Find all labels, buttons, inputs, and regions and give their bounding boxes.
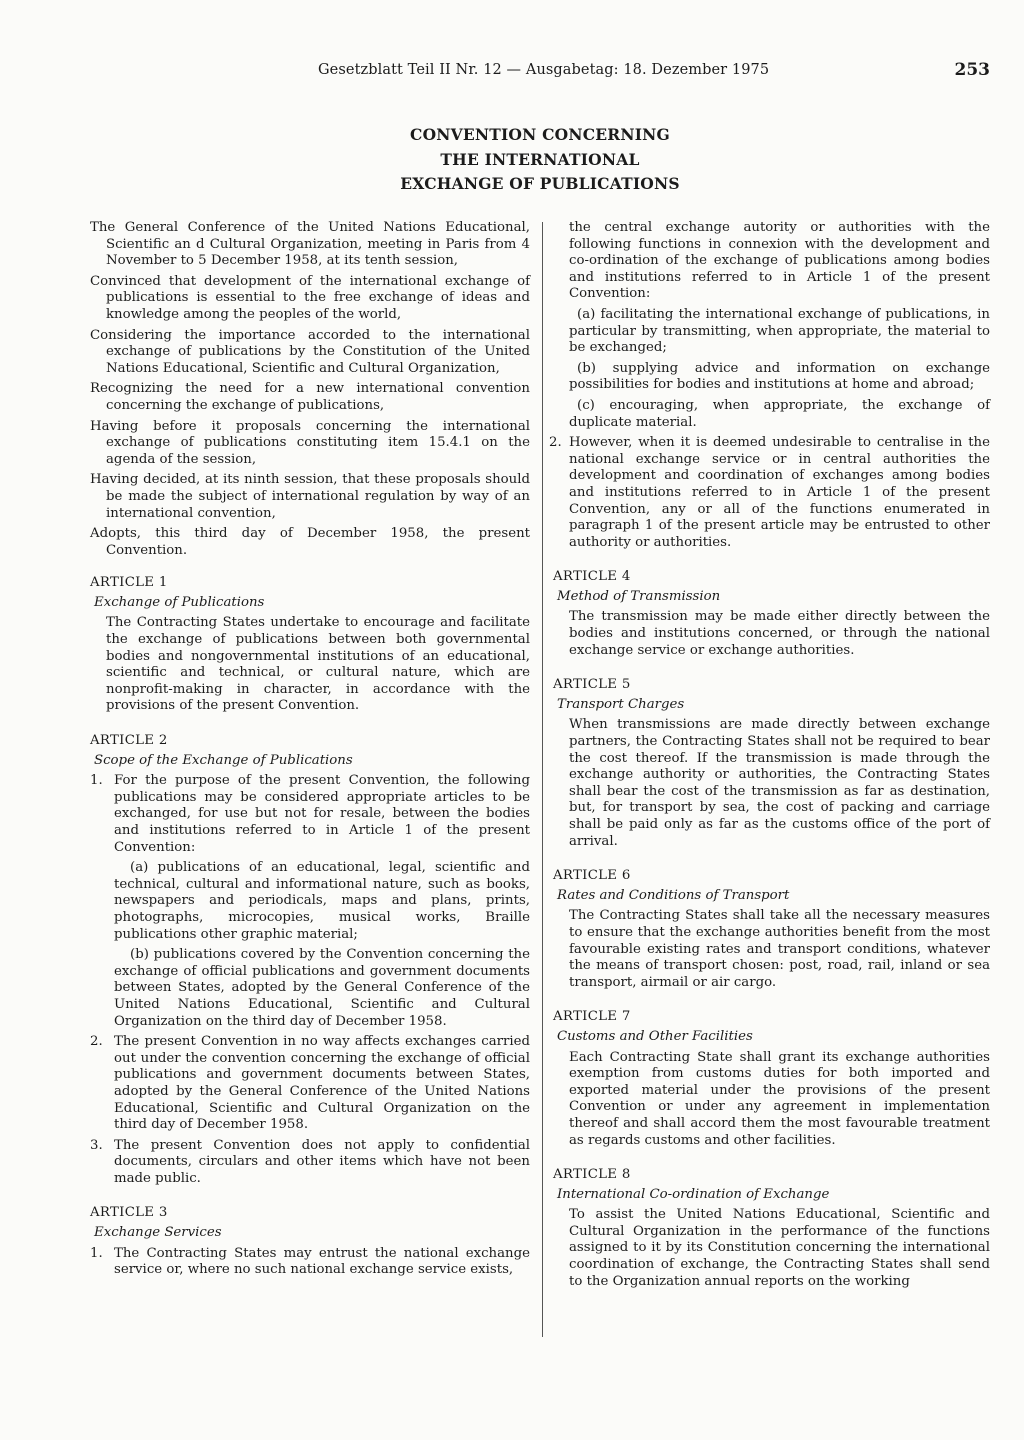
preamble-paragraph: Convinced that development of the international exchange of publications is essential to the free exchange of ideas and knowledge among the peoples of the world, bbox=[90, 273, 530, 322]
title-line-3: EXCHANGE OF PUBLICATIONS bbox=[400, 174, 680, 193]
page-header bbox=[0, 58, 1024, 88]
preamble-paragraph: Having before it proposals concerning the international exchange of publications constituting item 15.4.1 on the agenda of the session, bbox=[90, 418, 530, 467]
subparagraph-b: (b) publications covered by the Convention concerning the exchange of official publications and government documents between States, adopted by the General Conference of the United Nations Educational, Scientific and Cultural Organization on the third day of December 1958. bbox=[114, 947, 530, 1029]
article-2-heading: ARTICLE 2 bbox=[90, 733, 168, 749]
preamble-paragraph: Adopts, this third day of December 1958, the present Convention. bbox=[90, 526, 530, 558]
article-4-text: The transmission may be made either directly between the bodies and institutions concerned, or through the national exchange service or exchange authorities. bbox=[569, 609, 990, 658]
article-2-paragraph-2 bbox=[90, 1034, 530, 1134]
running-header: Gesetzblatt Teil II Nr. 12 — Ausgabetag: 18. Dezember 1975 bbox=[318, 62, 770, 78]
right-column bbox=[549, 220, 990, 1290]
article-8-title: International Co-ordination of Exchange bbox=[557, 1186, 830, 1202]
article-2-title: Scope of the Exchange of Publications bbox=[94, 752, 353, 768]
article-7-heading: ARTICLE 7 bbox=[553, 1009, 631, 1025]
article-3-title: Exchange Services bbox=[94, 1225, 222, 1241]
article-4-heading: ARTICLE 4 bbox=[553, 569, 631, 585]
subparagraph-b: (b) supplying advice and information on exchange possibilities for bodies and institutions at home and abroad; bbox=[569, 360, 990, 393]
article-3-paragraph-2 bbox=[549, 435, 990, 551]
subparagraph-a: (a) publications of an educational, legal, scientific and technical, cultural and informational nature, such as books, newspapers and periodicals, maps and plans, prints, photographs, microcopies, musical works, Braille publications other graphic material; bbox=[114, 860, 530, 942]
article-3-paragraph-1-continued: the central exchange autority or authorities with the following functions in connexion with the development and co-ordination of the exchange of publications among bodies and institutions referred to in Article 1 of the present Convention: bbox=[569, 220, 990, 302]
paragraph-number: 1. bbox=[90, 773, 103, 789]
article-2-paragraph-3 bbox=[90, 1138, 530, 1188]
preamble-paragraph: Considering the importance accorded to the international exchange of publications by the Constitution of the United Nations Educational, Scientific and Cultural Organization, bbox=[90, 327, 530, 376]
article-3-heading: ARTICLE 3 bbox=[90, 1205, 168, 1221]
article-5-title: Transport Charges bbox=[557, 696, 685, 712]
paragraph-text: However, when it is deemed undesirable to centralise in the national exchange service or in central authorities the development and coordination of exchanges among bodies and institutions referred to in Article 1 of the present Convention, any or all of the functions enumerated in paragraph 1 of the present article may be entrusted to other authority or authorities. bbox=[569, 435, 990, 550]
article-1-heading: ARTICLE 1 bbox=[90, 575, 168, 591]
paragraph-number: 2. bbox=[90, 1034, 103, 1050]
article-6-title: Rates and Conditions of Transport bbox=[557, 887, 790, 903]
article-2-paragraph-1 bbox=[90, 773, 530, 1030]
preamble-paragraph: Having decided, at its ninth session, that these proposals should be made the subject of international regulation by way of an international convention, bbox=[90, 472, 530, 521]
page-number: 253 bbox=[954, 60, 990, 80]
article-5-text: When transmissions are made directly between exchange partners, the Contracting States shall not be required to bear the cost thereof. If the transmission is made through the exchange authority or authorities, the Contracting States shall bear the cost of the transmission as far as destination, but, for transport by sea, the cost of packing and carriage shall be paid only as far as the customs office of the port of arrival. bbox=[569, 717, 990, 849]
column-divider bbox=[542, 222, 543, 1337]
article-3-paragraph-1 bbox=[90, 1246, 530, 1279]
article-7-title: Customs and Other Facilities bbox=[557, 1028, 753, 1044]
paragraph-number: 2. bbox=[549, 435, 562, 451]
article-8-heading: ARTICLE 8 bbox=[553, 1167, 631, 1183]
article-7-text: Each Contracting State shall grant its exchange authorities exemption from customs duties for both imported and exported material under the provisions of the present Convention or under any agreement in implementation thereof and shall accord them the most favourable treatment as regards customs and other facilities. bbox=[569, 1049, 990, 1148]
left-column bbox=[90, 220, 530, 1283]
preamble-paragraph: The General Conference of the United Nations Educational, Scientific an d Cultural Organization, meeting in Paris from 4 November to 5 December 1958, at its tenth session, bbox=[90, 220, 530, 269]
paragraph-number: 3. bbox=[90, 1137, 103, 1153]
paragraph-text: The present Convention in no way affects exchanges carried out under the convention concerning the exchange of official publications and government documents between States, adopted by the General Conference of the United Nations Educational, Scientific and Cultural Organization on the third day of December 1958. bbox=[114, 1034, 530, 1133]
article-6-heading: ARTICLE 6 bbox=[553, 868, 631, 884]
article-6-text: The Contracting States shall take all the necessary measures to ensure that the exchange authorities benefit from the most favourable existing rates and transport conditions, whatever the means of transport chosen: post, road, rail, inland or sea transport, airmail or air cargo. bbox=[569, 908, 990, 990]
subparagraph-c: (c) encouraging, when appropriate, the exchange of duplicate material. bbox=[569, 397, 990, 430]
article-1-title: Exchange of Publications bbox=[94, 594, 265, 610]
paragraph-number: 1. bbox=[90, 1245, 103, 1261]
title-line-2: THE INTERNATIONAL bbox=[440, 149, 640, 169]
title-line-1: CONVENTION CONCERNING bbox=[410, 125, 670, 144]
article-4-title: Method of Transmission bbox=[557, 588, 721, 604]
paragraph-text: The Contracting States may entrust the national exchange service or, where no such national exchange service exists, bbox=[114, 1245, 530, 1278]
subparagraph-a: (a) facilitating the international exchange of publications, in particular by transmitting, when appropriate, the material to be exchanged; bbox=[569, 306, 990, 356]
article-5-heading: ARTICLE 5 bbox=[553, 677, 631, 693]
document-title bbox=[340, 123, 740, 197]
preamble-paragraph: Recognizing the need for a new international convention concerning the exchange of publications, bbox=[90, 381, 530, 413]
paragraph-text: The present Convention does not apply to confidential documents, circulars and other items which have not been made public. bbox=[114, 1137, 530, 1186]
paragraph-text: For the purpose of the present Convention, the following publications may be considered appropriate articles to be exchanged, for use but not for resale, between the bodies and institutions referred to in Article 1 of the present Convention: bbox=[114, 773, 530, 855]
article-8-text: To assist the United Nations Educational, Scientific and Cultural Organization in the performance of the functions assigned to it by its Constitution concerning the international coordination of exchange, the Contracting States shall send to the Organization annual reports on the working bbox=[569, 1207, 990, 1289]
article-1-text: The Contracting States undertake to encourage and facilitate the exchange of publications between both governmental bodies and nongovernmental institutions of an educational, scientific and technical, or cultural nature, which are nonprofit-making in character, in accordance with the provisions of the present Convention. bbox=[106, 615, 530, 714]
